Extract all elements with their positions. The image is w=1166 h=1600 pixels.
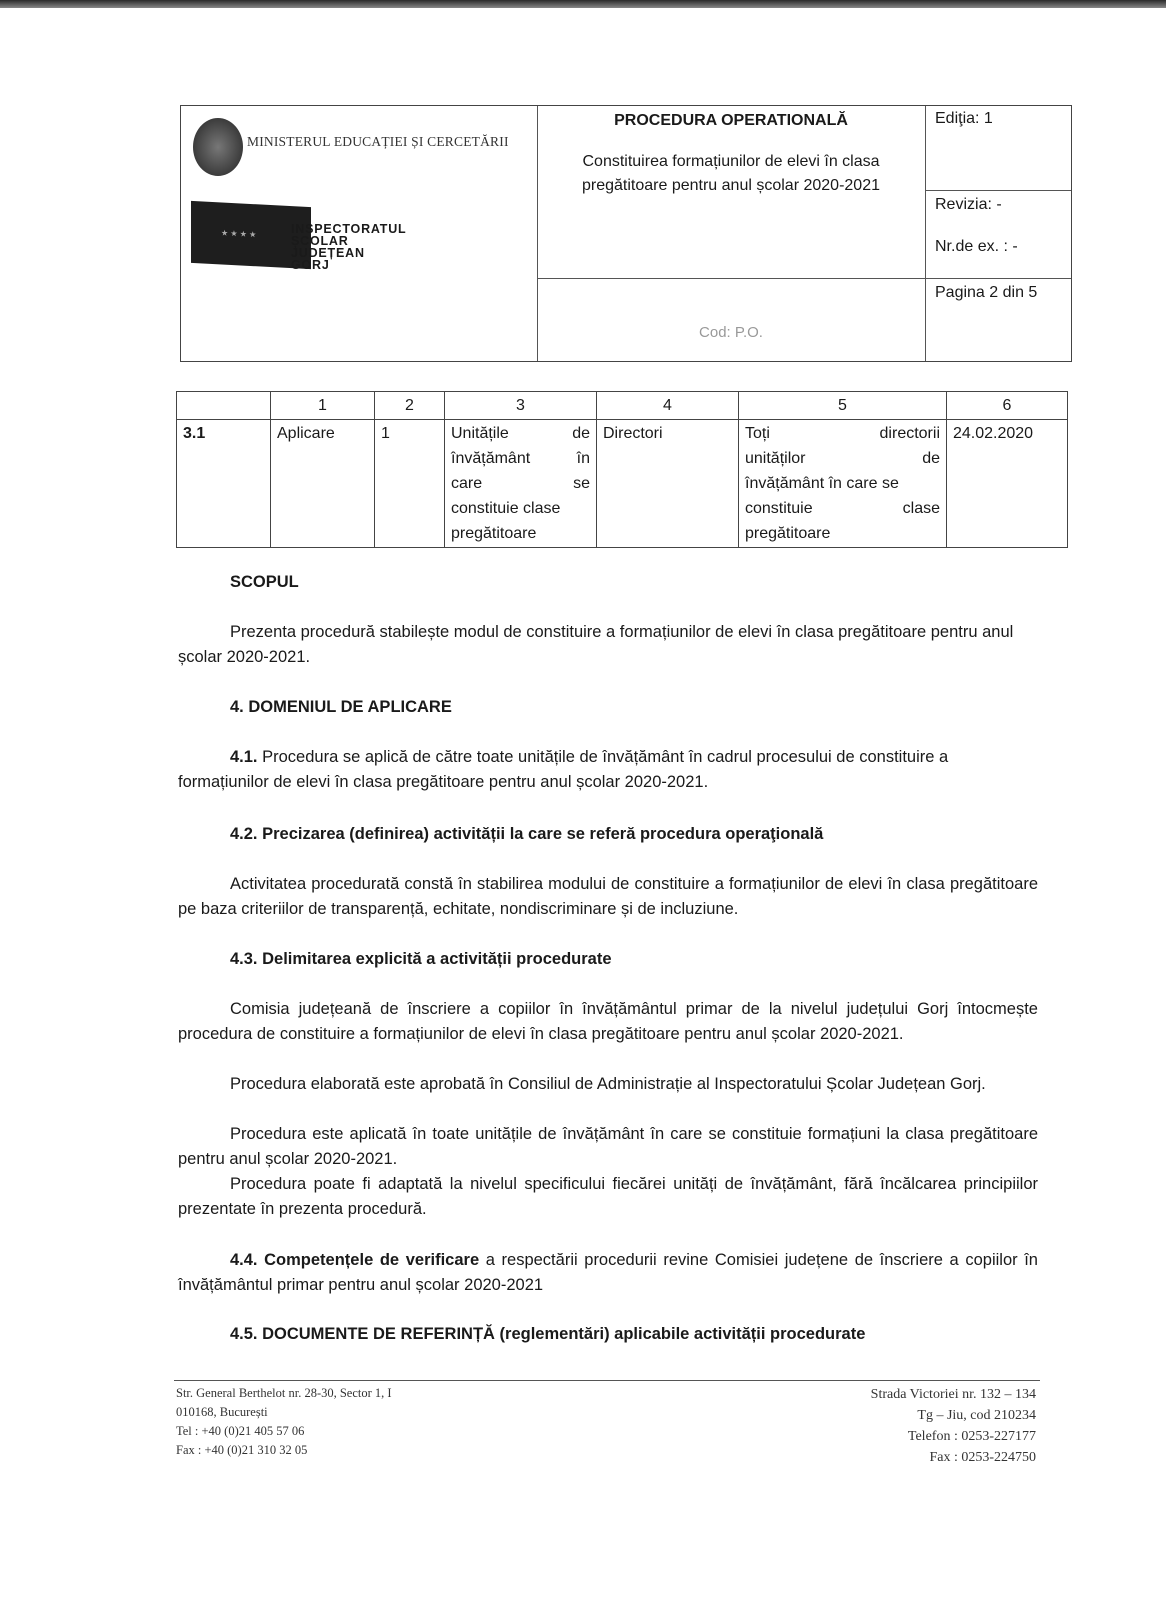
scan-edge — [0, 0, 1166, 8]
paragraph-4-3c: Procedura este aplicată în toate unitățile de învățământ în care se constituie formațiuni la clasa pregătitoare pentru anul școlar 2020-2021. — [178, 1125, 1038, 1168]
procedure-subtitle — [537, 150, 925, 198]
header-title-cell — [537, 106, 926, 361]
cell-line: care se — [451, 475, 590, 492]
footer-line: Str. General Berthelot nr. 28-30, Sector 1, I — [176, 1386, 392, 1400]
cell-line: constituie clase — [451, 500, 561, 517]
row-number: 3.1 — [177, 420, 271, 548]
units-cell — [445, 420, 597, 548]
header-logos — [181, 106, 538, 361]
header-meta-cell — [925, 106, 1071, 361]
logo-line: GORJ — [291, 258, 330, 272]
copies: Nr.de ex. : - — [935, 238, 1018, 255]
who-cell — [739, 420, 947, 548]
footer-line: Strada Victoriei nr. 132 – 134 — [870, 1387, 1036, 1402]
cell-line: unităților de — [745, 450, 940, 467]
paragraph-4-4 — [178, 1248, 1038, 1298]
footer-line: Fax : +40 (0)21 310 32 05 — [176, 1443, 308, 1457]
paragraph-lead: 4.4. Competențele de verificare — [230, 1251, 480, 1269]
footer-line: Fax : 0253-224750 — [929, 1450, 1036, 1465]
heading-rest: (reglementări) aplicabile activității procedurate — [494, 1325, 866, 1343]
paragraph-4-3a: Comisia județeană de înscriere a copiilor în învățământul primar de la nivelul județului Gorj întocmește procedura de constituire a formațiunilor de elevi în clasa pregătitoare pentru anul școlar 2020-2021. — [178, 1000, 1038, 1043]
revision: Revizia: - — [935, 196, 1002, 213]
document-header — [180, 105, 1072, 362]
cell-line: Unitățile de — [451, 425, 590, 442]
page-number: Pagina 2 din 5 — [935, 284, 1038, 301]
section-4-2-heading: 4.2. Precizarea (definirea) activității la care se referă procedura operaţională — [230, 825, 824, 843]
column-header: 6 — [947, 392, 1068, 420]
paragraph-4-1 — [178, 745, 1038, 795]
column-header: 1 — [271, 392, 375, 420]
cell-line: Toți directorii — [745, 425, 940, 442]
paragraph-4-3d: Procedura poate fi adaptată la nivelul specificului fiecărei unități de învățământ, fără încălcarea principiilor prezentate în prezenta procedură. — [178, 1175, 1038, 1218]
eu-flag-icon: ★ ★ ★ ★ — [191, 201, 311, 269]
cell-line: pregătitoare — [745, 525, 831, 542]
scope-text: Prezenta procedură stabilește modul de constituire a formațiunilor de elevi în clasa pregătitoare pentru anul școlar 2020-2021. — [178, 623, 1014, 666]
divider — [925, 190, 1071, 191]
footer-line: Tel : +40 (0)21 405 57 06 — [176, 1424, 305, 1438]
footer-inspectorate-address — [871, 1384, 1036, 1468]
procedure-title: PROCEDURA OPERATIONALĂ — [614, 112, 848, 129]
subtitle-line: Constituirea formațiunilor de elevi în clasa — [582, 153, 880, 170]
paragraph-text: Procedura se aplică de către toate unitățile de învățământ în cadrul procesului de constituire a formațiunilor de elevi în clasa pregătitoare pentru anul școlar 2020-2021. — [178, 748, 949, 791]
paragraph-4-3b: Procedura elaborată este aprobată în Consiliul de Administrație al Inspectoratului Școlar Județean Gorj. — [230, 1075, 986, 1093]
column-header: 2 — [375, 392, 445, 420]
section-4-5-heading — [230, 1322, 865, 1347]
table-header-row — [177, 392, 1068, 420]
heading-lead: 4.5. DOCUMENTE DE REFERINȚĂ — [230, 1325, 495, 1343]
paragraph-number: 4.1. — [230, 748, 258, 766]
section-4-3-heading: 4.3. Delimitarea explicită a activității procedurate — [230, 950, 612, 968]
logo-line: ȘCOLAR — [291, 234, 349, 248]
column-header: 3 — [445, 392, 597, 420]
column-header — [177, 392, 271, 420]
romania-coat-of-arms-icon — [193, 118, 243, 176]
cell-line: învățământ în care se — [745, 475, 899, 492]
divider — [537, 278, 925, 279]
footer-ministry-address — [176, 1384, 392, 1460]
cell-line: constituie clase — [745, 500, 940, 517]
subtitle-line: pregătitoare pentru anul școlar 2020-2021 — [582, 177, 880, 194]
column-header: 5 — [739, 392, 947, 420]
procedure-code: Cod: P.O. — [699, 324, 763, 341]
count-cell: 1 — [375, 420, 445, 548]
role-cell: Directori — [597, 420, 739, 548]
footer-line: Tg – Jiu, cod 210234 — [917, 1408, 1036, 1423]
divider — [925, 278, 1071, 279]
paragraph-text: a respectării procedurii revine Comisiei județene de înscriere a copiilor în învățământul primar pentru anul școlar 2020-2021 — [178, 1251, 1038, 1294]
cell-line: pregătitoare — [451, 525, 537, 542]
scope-heading: SCOPUL — [230, 573, 299, 591]
logo-line: JUDEȚEAN — [291, 246, 365, 260]
inspectorate-logo — [291, 223, 407, 271]
column-header: 4 — [597, 392, 739, 420]
footer-line: 010168, București — [176, 1405, 268, 1419]
table-row — [177, 420, 1068, 548]
edition: Ediţia: 1 — [935, 110, 993, 127]
footer-divider — [174, 1380, 1040, 1381]
paragraph-4-2: Activitatea procedurată constă în stabilirea modului de constituire a formațiunilor de elevi în clasa pregătitoare pe baza criteriilor de transparență, echitate, nondiscriminare și de incluziune. — [178, 875, 1038, 918]
responsibility-table — [176, 391, 1068, 548]
cell-line: învățământ în — [451, 450, 590, 467]
ministry-name: MINISTERUL EDUCAȚIEI ȘI CERCETĂRII — [247, 134, 509, 149]
section-4-heading: 4. DOMENIUL DE APLICARE — [230, 698, 452, 716]
date-cell: 24.02.2020 — [947, 420, 1068, 548]
logo-line: INSPECTORATUL — [291, 222, 407, 236]
footer-line: Telefon : 0253-227177 — [907, 1429, 1036, 1444]
stage-cell: Aplicare — [271, 420, 375, 548]
